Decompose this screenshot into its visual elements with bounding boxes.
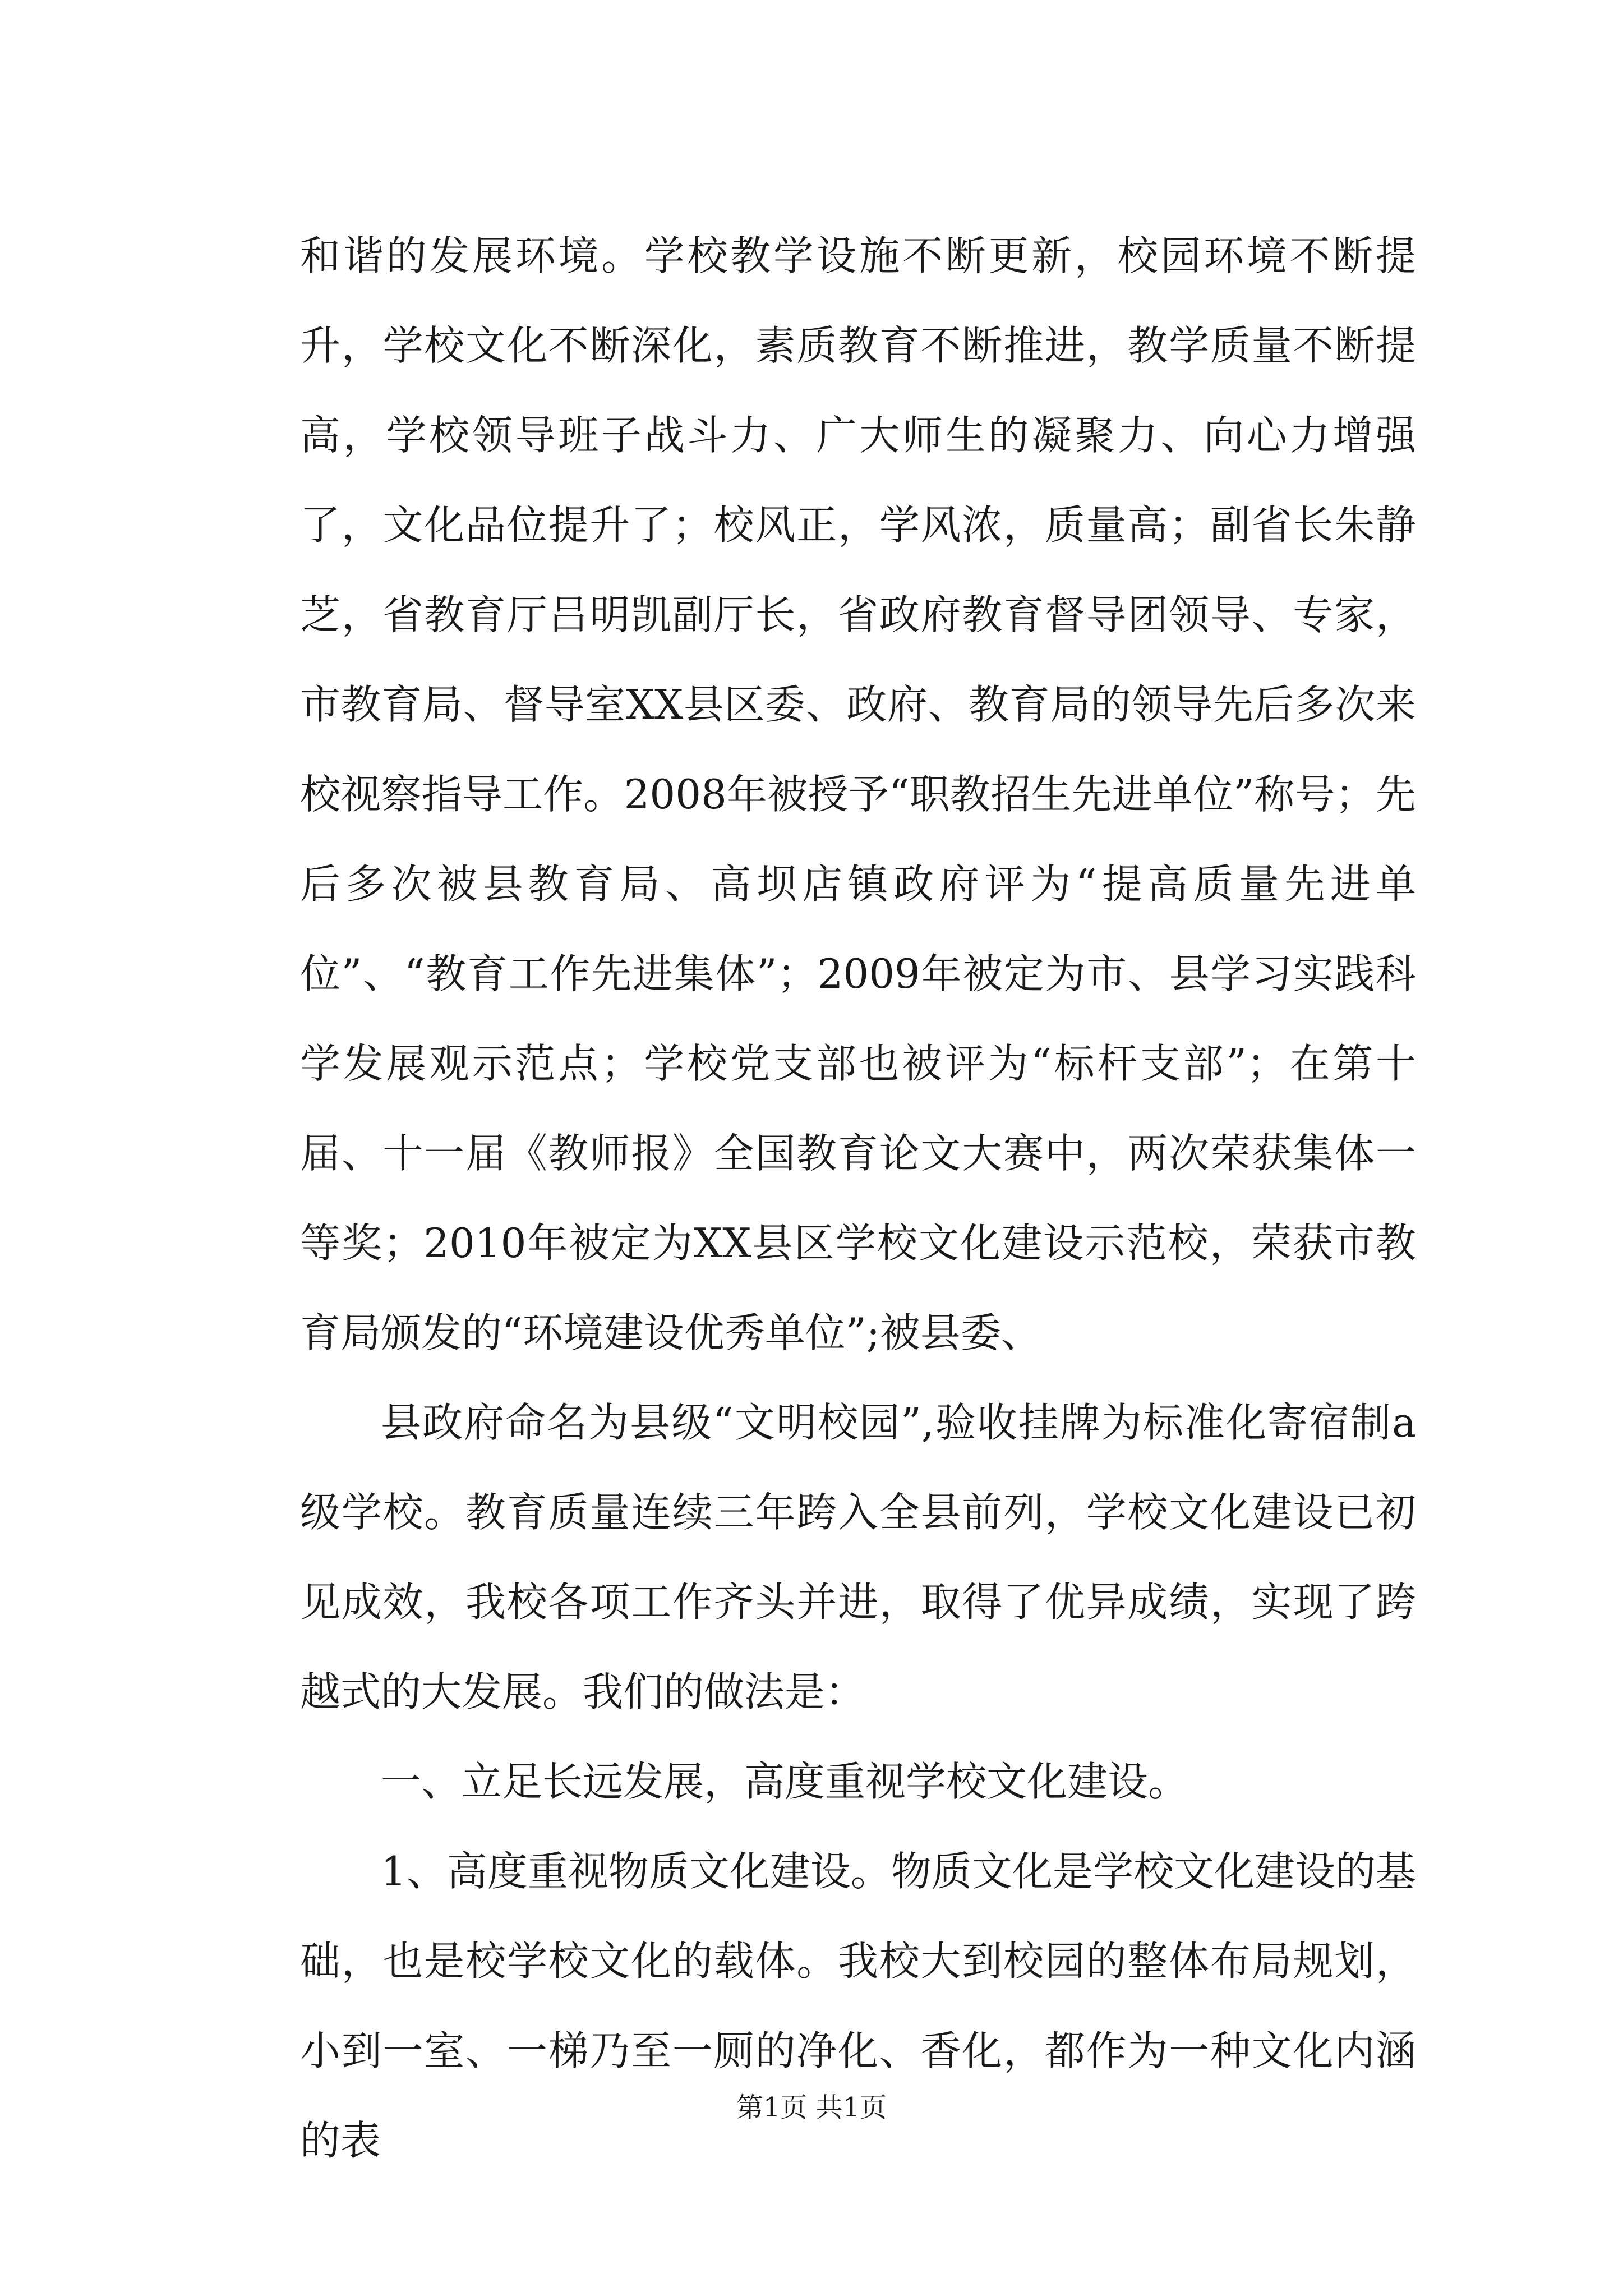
section-heading-1: 一、立足长远发展，高度重视学校文化建设。 xyxy=(381,1758,1189,1805)
paragraph-1: 和谐的发展环境。学校教学设施不断更新，校园环境不断提升，学校文化不断深化，素质教育不断推进，教学质量不断提高，学校领导班子战斗力、广大师生的凝聚力、向心力增强了，文化品位提升了；校风正，学风浓，质量高；副省长朱静芝，省教育厅吕明凯副厅长，省政府教育督导团领导、专家，市教育局、督导室XX县区委、政府、教育局的领导先后多次来校视察指导工作。2008年被授予“职教招生先进单位”称号；先后多次被县教育局、高坝店镇政府评为“提高质量先进单位”、“教育工作先进集体”；2009年被定为市、县学习实践科学发展观示范点；学校党支部也被评为“标杆支部”；在第十届、十一届《教师报》全国教育论文大赛中，两次荣获集体一等奖；2010年被定为XX县区学校文化建设示范校，荣获市教育局颁发的“环境建设优秀单位”;被县委、 xyxy=(300,232,1416,1356)
page-footer: 第1页 共1页 xyxy=(736,2092,887,2123)
paragraph-2: 县政府命名为县级“文明校园”,验收挂牌为标准化寄宿制a级学校。教育质量连续三年跨入全县前列，学校文化建设已初见成效，我校各项工作齐头并进，取得了优异成绩，实现了跨越式的大发展。我们的做法是： xyxy=(300,1399,1416,1715)
paragraph-3: 1、高度重视物质文化建设。物质文化是学校文化建设的基础，也是校学校文化的载体。我校大到校园的整体布局规划，小到一室、一梯乃至一厕的净化、香化，都作为一种文化内涵的表 xyxy=(300,1848,1416,2164)
document-body xyxy=(300,211,1416,2185)
